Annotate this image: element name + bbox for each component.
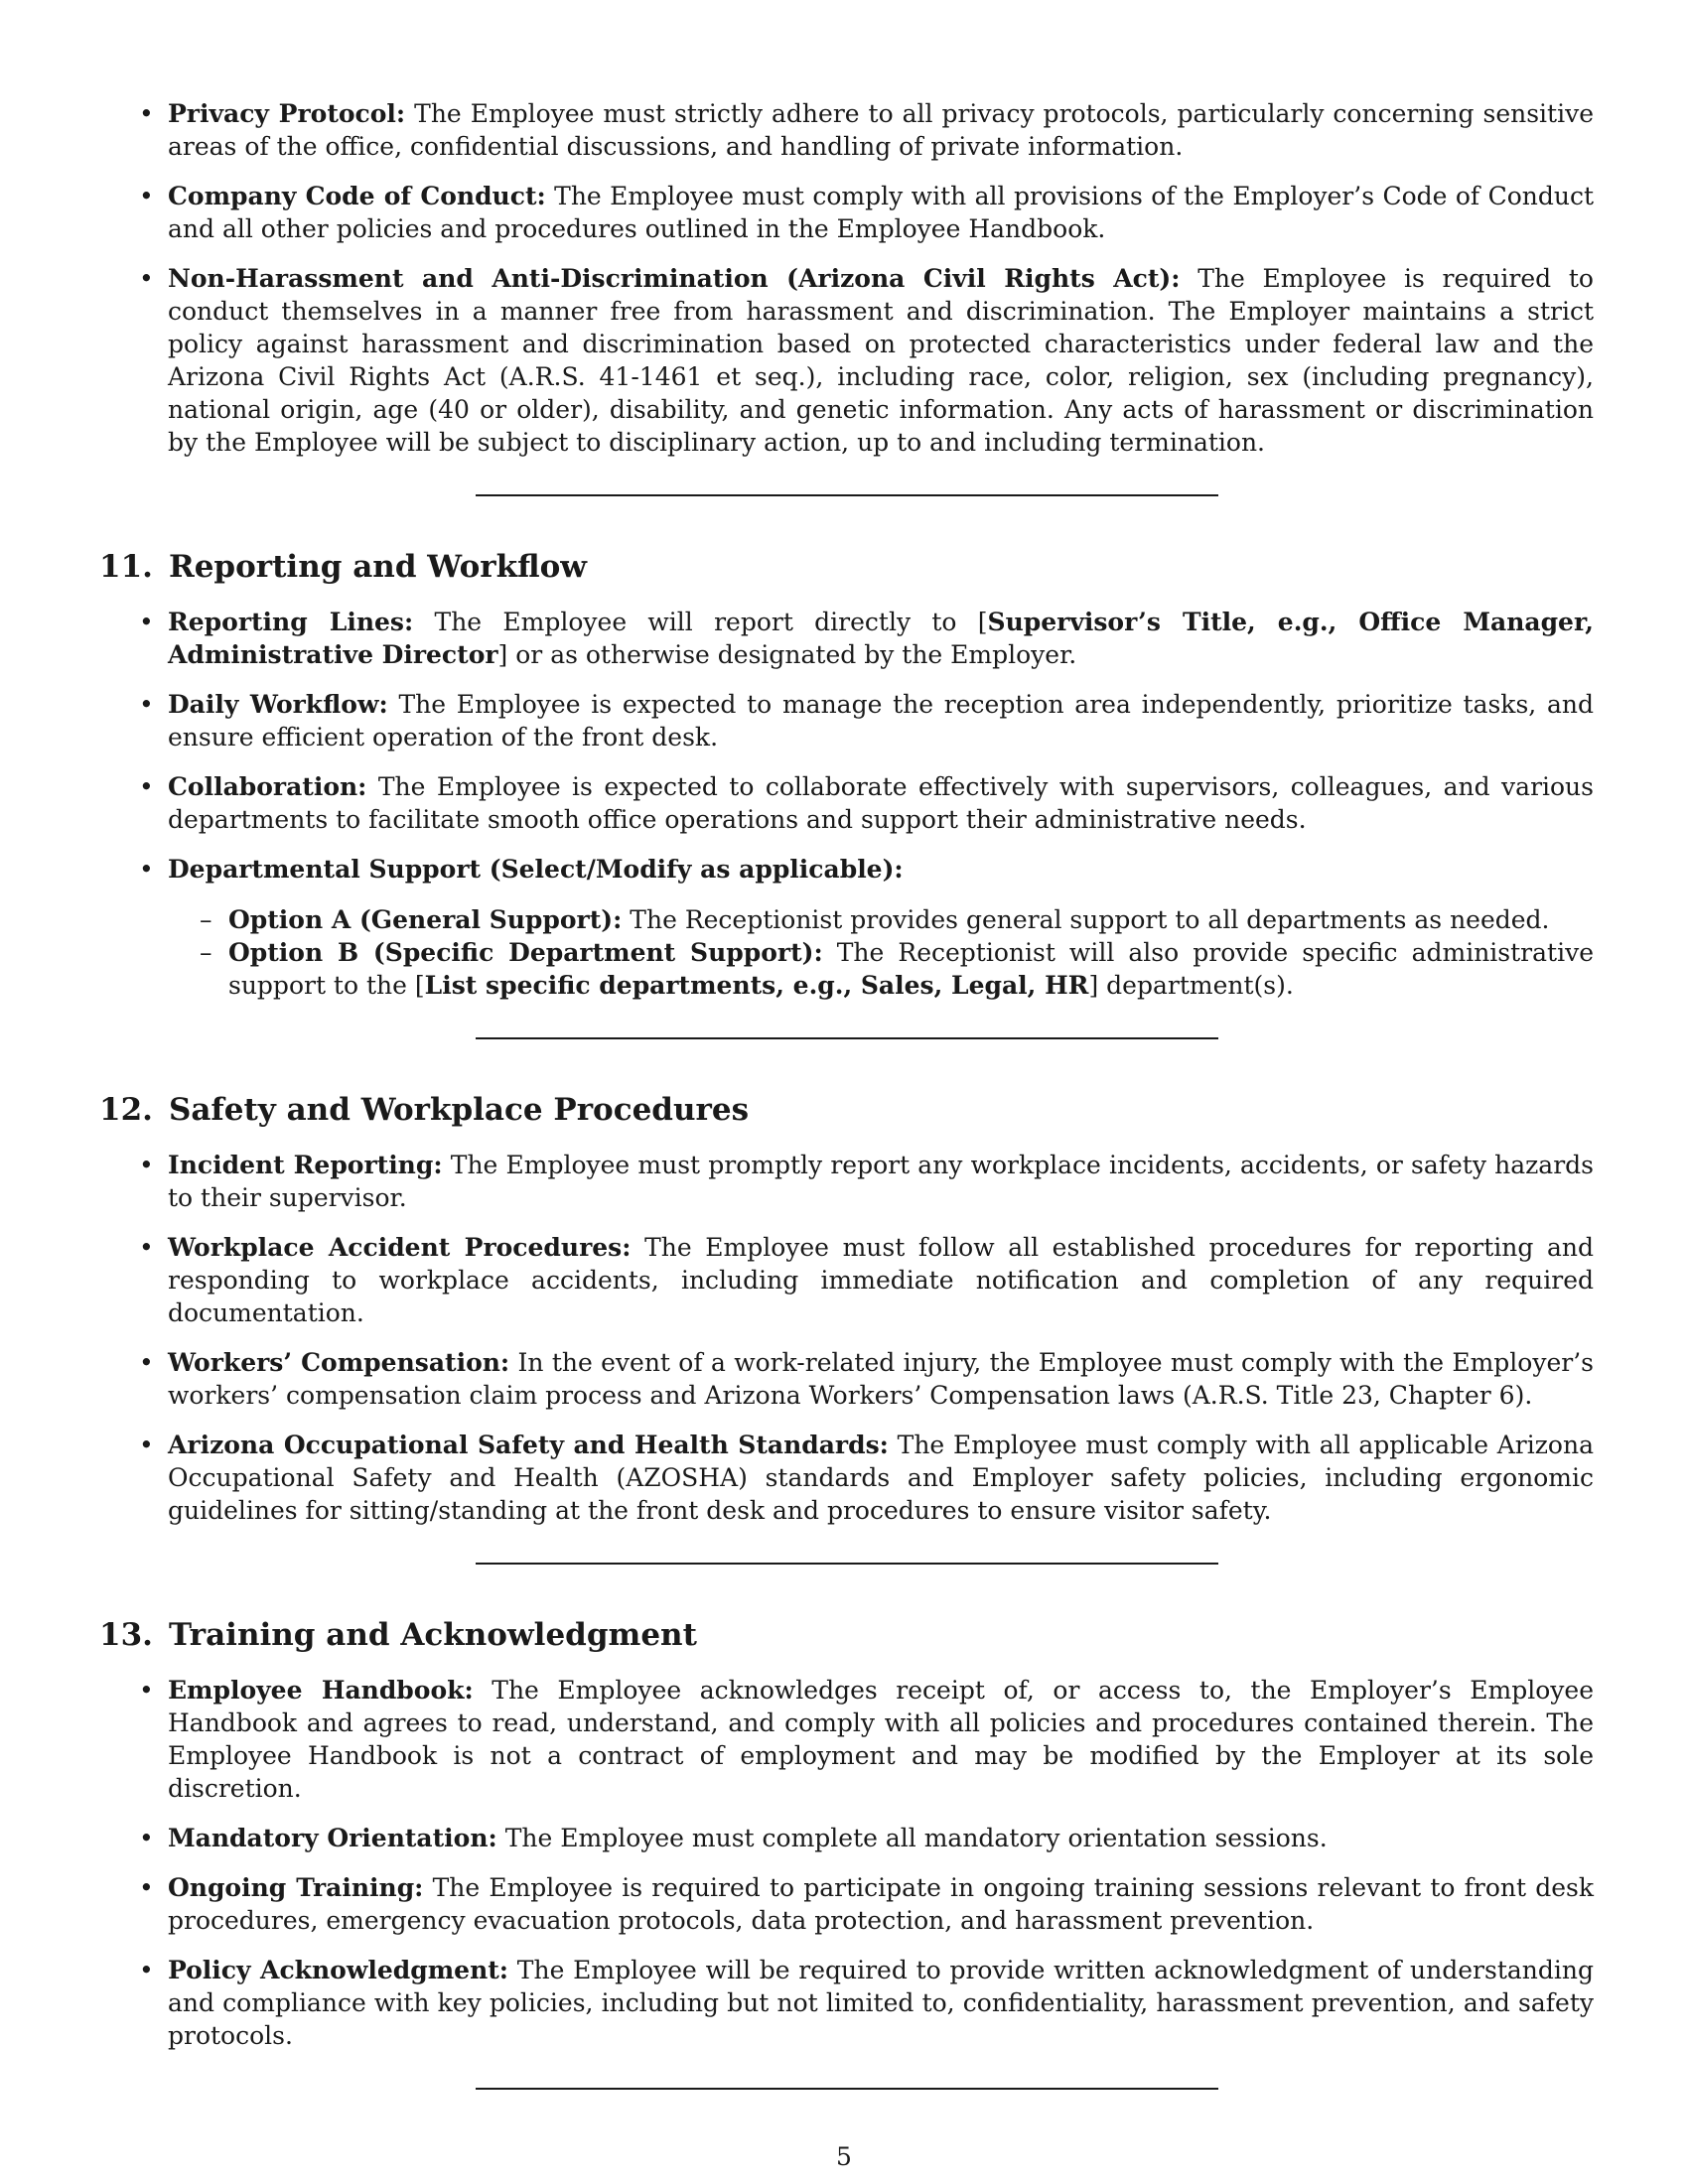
list-item bbox=[99, 770, 1594, 836]
bullet-text: The Employee must strictly adhere to all privacy protocols, particularly concerning sensitive areas of the office, confidential discussions, and handling of private information. bbox=[168, 99, 1594, 161]
bullet-text: In the event of a work-related injury, the Employee must comply with the Employer’s workers’ compensation claim process and Arizona Workers’ Compensation laws (A.R.S. Title 23, Chapter 6). bbox=[168, 1348, 1595, 1410]
placeholder-text: Supervisor’s Title, e.g., Office Manager, Administrative Director bbox=[168, 608, 1595, 669]
bullet-text: The Employee will be required to provide written acknowledgment of understanding and compliance with key policies, including but not limited to, confidentiality, harassment prevention, and safety protocols. bbox=[168, 1956, 1594, 2050]
option-label: Option B (Specific Department Support): bbox=[228, 938, 823, 967]
section-number: 12. bbox=[99, 1092, 153, 1128]
bullet-label: Workplace Accident Procedures: bbox=[168, 1233, 632, 1262]
bullet-label: Ongoing Training: bbox=[168, 1873, 424, 1902]
bullet-text: The Employee must complete all mandatory orientation sessions. bbox=[504, 1824, 1328, 1852]
section-divider bbox=[476, 1037, 1218, 1039]
section-heading-12 bbox=[99, 1091, 1594, 1129]
bullet-label: Employee Handbook: bbox=[168, 1676, 474, 1705]
bullet-label: Policy Acknowledgment: bbox=[168, 1956, 509, 1984]
bullet-text: The Employee is required to participate in ongoing training sessions relevant to front desk procedures, emergency evacuation protocols, data protection, and harassment prevention. bbox=[168, 1873, 1594, 1935]
bullet-text: The Employee must promptly report any workplace incidents, accidents, or safety hazards to their supervisor. bbox=[168, 1151, 1594, 1212]
option-text: The Receptionist will also provide specific administrative support to the [ bbox=[228, 938, 1594, 1000]
bullet-text: The Employee must follow all established procedures for reporting and responding to workplace accidents, including immediate notification and completion of any required documentation. bbox=[168, 1233, 1595, 1327]
list-item bbox=[99, 1954, 1594, 2052]
bullet-label: Non-Harassment and Anti-Discrimination (Arizona Civil Rights Act): bbox=[168, 264, 1181, 293]
bullet-label: Collaboration: bbox=[168, 772, 367, 801]
bullet-label: Reporting Lines: bbox=[168, 608, 414, 636]
bullet-text: The Employee must comply with all provisions of the Employer’s Code of Conduct and all other policies and procedures outlined in the Employee Handbook. bbox=[168, 182, 1595, 243]
bullet-label: Workers’ Compensation: bbox=[168, 1348, 510, 1377]
section-divider bbox=[476, 1563, 1218, 1565]
section-title: Safety and Workplace Procedures bbox=[168, 1092, 750, 1128]
list-item bbox=[99, 1871, 1594, 1937]
bullet-label: Company Code of Conduct: bbox=[168, 182, 546, 210]
section-title: Reporting and Workflow bbox=[168, 549, 587, 585]
list-item bbox=[99, 853, 1594, 1002]
list-item bbox=[99, 1231, 1594, 1329]
bullet-text: The Employee is expected to manage the reception area independently, prioritize tasks, and ensure efficient operation of the front desk. bbox=[168, 690, 1594, 751]
page-number: 5 bbox=[836, 2142, 852, 2171]
section-number: 13. bbox=[99, 1617, 153, 1653]
bullet-label: Incident Reporting: bbox=[168, 1151, 443, 1179]
bullet-text: ] or as otherwise designated by the Employer. bbox=[497, 640, 1077, 669]
bullet-label: Mandatory Orientation: bbox=[168, 1824, 497, 1852]
bullet-text: The Employee is expected to collaborate effectively with supervisors, colleagues, and various departments to facilitate smooth office operations and support their administrative needs. bbox=[168, 772, 1594, 834]
list-item bbox=[99, 262, 1594, 459]
section-13-list bbox=[99, 1674, 1594, 2052]
list-item bbox=[99, 1346, 1594, 1412]
section-number: 11. bbox=[99, 549, 153, 585]
list-item bbox=[99, 688, 1594, 753]
list-item bbox=[99, 1429, 1594, 1527]
list-item bbox=[99, 97, 1594, 163]
sub-list-item bbox=[168, 903, 1594, 936]
placeholder-text: List specific departments, e.g., Sales, Legal, HR bbox=[424, 971, 1089, 1000]
bullet-text: The Employee will report directly to [ bbox=[434, 608, 988, 636]
section-divider bbox=[476, 494, 1218, 496]
option-text: The Receptionist provides general support to all departments as needed. bbox=[630, 905, 1550, 934]
list-item bbox=[99, 1674, 1594, 1805]
top-bullet-list bbox=[99, 97, 1594, 459]
option-label: Option A (General Support): bbox=[228, 905, 623, 934]
section-title: Training and Acknowledgment bbox=[168, 1617, 697, 1653]
bullet-text: The Employee is required to conduct themselves in a manner free from harassment and discrimination. The Employer maintains a strict policy against harassment and discrimination based on protected characteristics under federal law and the Arizona Civil Rights Act (A.R.S. 41-1461 et seq.), including race, color, religion, sex (including pregnancy), national origin, age (40 or older), disability, and genetic information. Any acts of harassment or discrimination by the Employee will be subject to disciplinary action, up to and including termination. bbox=[168, 264, 1594, 457]
bullet-label: Privacy Protocol: bbox=[168, 99, 406, 128]
bullet-text: The Employee must comply with all applicable Arizona Occupational Safety and Health (AZOSHA) standards and Employer safety policies, including ergonomic guidelines for sitting/standing at the front desk and procedures to ensure visitor safety. bbox=[168, 1431, 1594, 1525]
section-divider bbox=[476, 2088, 1218, 2090]
section-11-list bbox=[99, 606, 1594, 1002]
list-item bbox=[99, 606, 1594, 671]
sub-list bbox=[168, 903, 1594, 1002]
bullet-label: Departmental Support (Select/Modify as applicable): bbox=[168, 855, 904, 884]
list-item bbox=[99, 1149, 1594, 1214]
sub-list-item bbox=[168, 936, 1594, 1002]
bullet-text: The Employee acknowledges receipt of, or access to, the Employer’s Employee Handbook and agrees to read, understand, and comply with all policies and procedures contained therein. The Employee Handbook is not a contract of employment and may be modified by the Employer at its sole discretion. bbox=[168, 1676, 1594, 1803]
section-heading-13 bbox=[99, 1616, 1594, 1654]
list-item bbox=[99, 1822, 1594, 1854]
section-12-list bbox=[99, 1149, 1594, 1527]
option-text: ] department(s). bbox=[1088, 971, 1294, 1000]
section-heading-11 bbox=[99, 548, 1594, 586]
bullet-label: Arizona Occupational Safety and Health Standards: bbox=[168, 1431, 889, 1459]
bullet-label: Daily Workflow: bbox=[168, 690, 388, 719]
list-item bbox=[99, 180, 1594, 245]
document-page bbox=[99, 97, 1594, 2141]
